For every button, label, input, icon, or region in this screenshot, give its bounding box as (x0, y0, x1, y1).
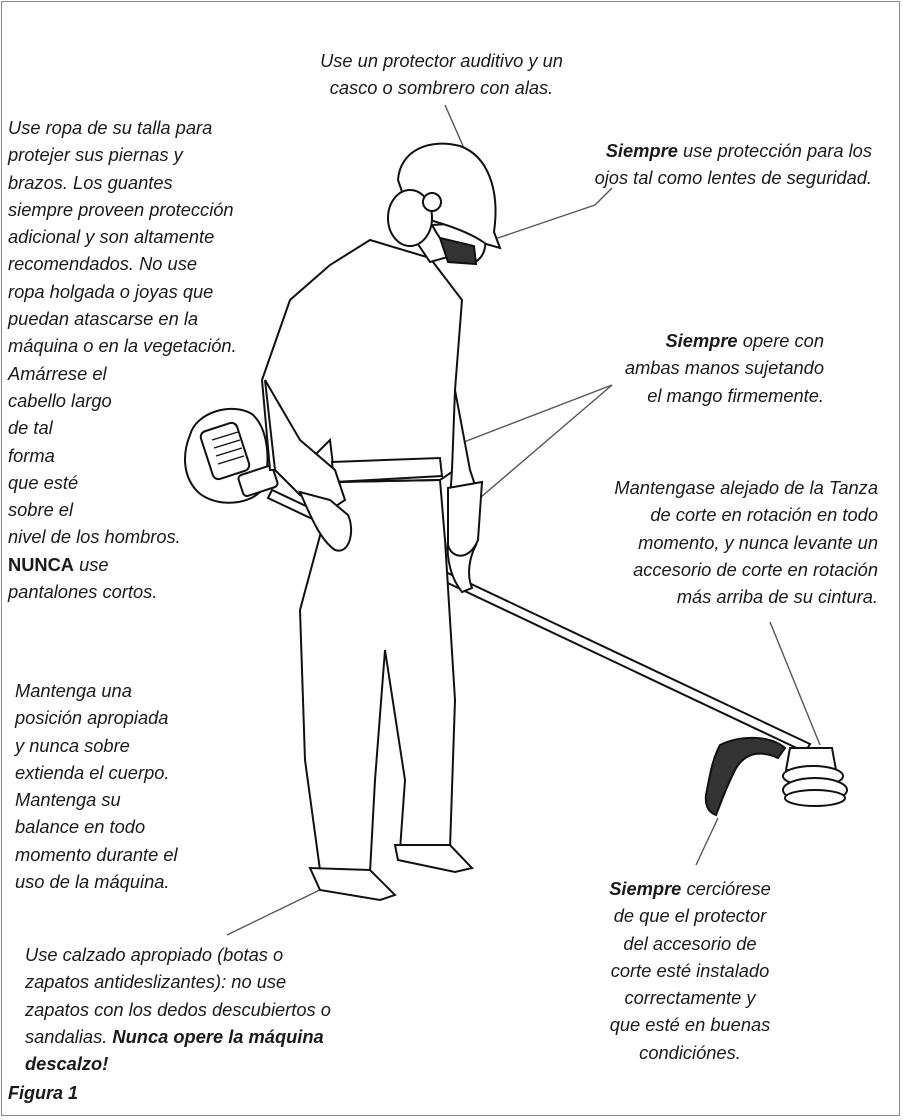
callout-both-hands: Siempre opere con ambas manos sujetando el mango firmemente. (624, 330, 824, 406)
callout-clothing: Use ropa de su talla para protejer sus piernas y brazos. Los guantes siempre proveen protección adicional y son altamente recomendados. No use ropa holgada o joyas que puedan atascarse en la máquina o en la vegetación. Amárrese el cabello largo de tal forma que esté sobre el nivel de los hombros. NUNCA use pantalones cortos. (8, 117, 237, 603)
figure-label: Figura 1 (8, 1083, 79, 1103)
guard-shape (706, 738, 785, 815)
callout-eye-protection: Siempre use protección para los ojos tal como lentes de seguridad. (594, 140, 872, 189)
callout-rotation: Mantengase alejado de la Tanza de corte en rotación en todo momento, y nunca levante un accesorio de corte en rotación más arriba de su cintura. (614, 477, 878, 608)
operator-figure (262, 144, 500, 900)
callout-hearing-head: Use un protector auditivo y un casco o sombrero con alas. (320, 50, 563, 99)
leader-guard (696, 818, 718, 865)
leader-foot (227, 885, 330, 935)
leader-cutter (770, 622, 820, 745)
callout-guard: Siempre cerciórese de que el protector del accesorio de corte esté instalado correctamente y que esté en buenas condiciónes. (609, 878, 771, 1063)
callout-footwear: Use calzado apropiado (botas o zapatos antideslizantes): no use zapatos con los dedos descubiertos o sandalias. Nunca opere la máquina descalzo! (25, 944, 331, 1075)
callout-balance: Mantenga una posición apropiada y nunca sobre extienda el cuerpo. Mantenga su balance en todo momento durante el uso de la máquina. (15, 680, 178, 893)
